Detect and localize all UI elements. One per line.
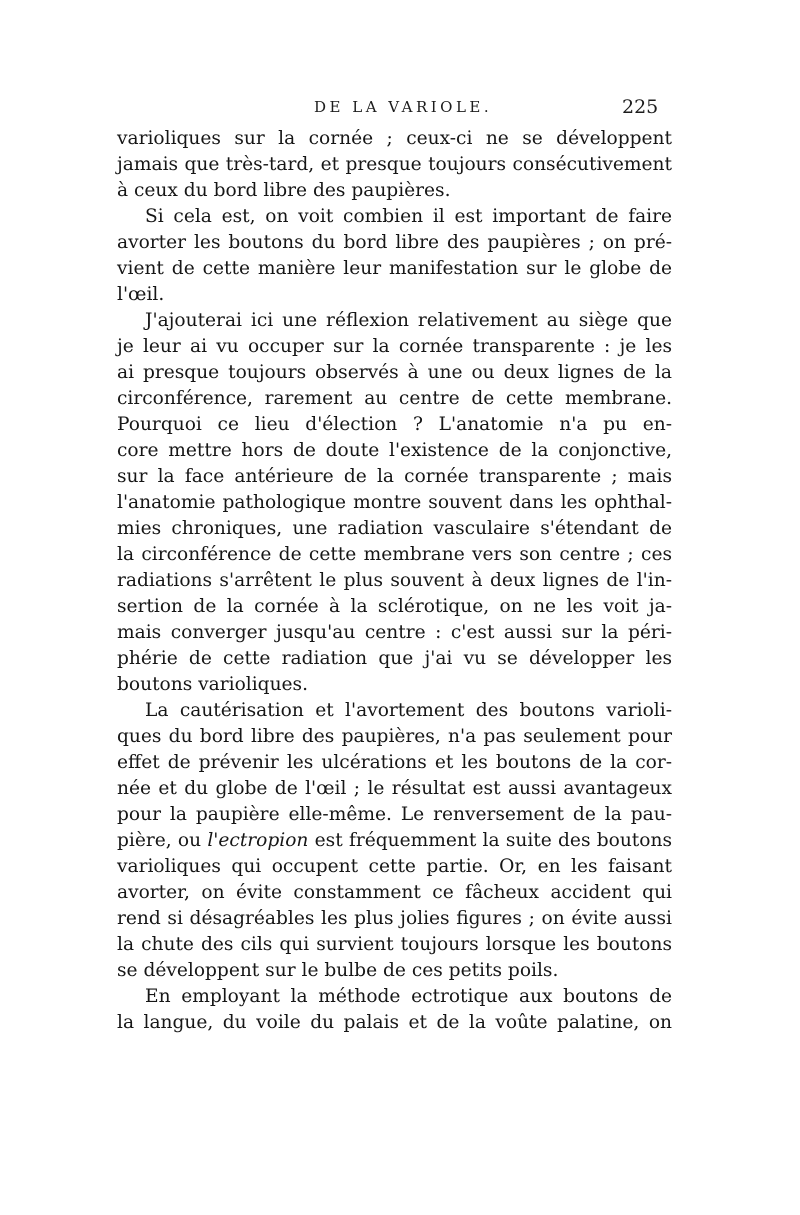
text-line: vient de cette manière leur manifestation sur le globe de <box>117 258 672 279</box>
text-line: mies chroniques, une radiation vasculaire s'étendant de <box>117 518 672 539</box>
text-line: J'ajouterai ici une réflexion relativement au siège que <box>145 310 672 331</box>
text-line: varioliques sur la cornée ; ceux-ci ne se développent <box>117 128 672 149</box>
text-line: Pourquoi ce lieu d'élection ? L'anatomie n'a pu en- <box>117 414 672 435</box>
text-line: boutons varioliques. <box>117 674 309 695</box>
text-line: pour la paupière elle-même. Le renversement de la pau- <box>117 804 672 825</box>
page-number: 225 <box>622 96 659 118</box>
text-line: avorter, on évite constamment ce fâcheux accident qui <box>117 882 672 903</box>
text-line: la langue, du voile du palais et de la voûte palatine, on <box>117 1012 672 1033</box>
text-line: circonférence, rarement au centre de cette membrane. <box>117 388 672 409</box>
italic-term: l'ectropion <box>207 830 309 851</box>
text-line: ques du bord libre des paupières, n'a pas seulement pour <box>117 726 672 747</box>
text-line: radiations s'arrêtent le plus souvent à deux lignes de l'in- <box>117 570 672 591</box>
text-line: avorter les boutons du bord libre des paupières ; on pré- <box>117 232 672 253</box>
text-segment: est fréquemment la suite des boutons <box>314 830 672 851</box>
running-head: DE LA VARIOLE. <box>314 98 493 116</box>
text-line: se développent sur le bulbe de ces petits poils. <box>117 960 559 981</box>
text-line: la circonférence de cette membrane vers son centre ; ces <box>117 544 672 565</box>
text-line: l'anatomie pathologique montre souvent dans les ophthal- <box>117 492 672 513</box>
text-line: sur la face antérieure de la cornée transparente ; mais <box>117 466 672 487</box>
text-segment: pière, ou <box>117 830 202 851</box>
text-line: je leur ai vu occuper sur la cornée transparente : je les <box>117 336 672 357</box>
page-header <box>0 98 800 128</box>
text-line: phérie de cette radiation que j'ai vu se développer les <box>117 648 672 669</box>
text-line: rend si désagréables les plus jolies figures ; on évite aussi <box>117 908 672 929</box>
text-line: la chute des cils qui survient toujours lorsque les boutons <box>117 934 672 955</box>
text-line: née et du globe de l'œil ; le résultat est aussi avantageux <box>117 778 672 799</box>
text-line: varioliques qui occupent cette partie. Or, en les faisant <box>117 856 672 877</box>
text-line: effet de prévenir les ulcérations et les boutons de la cor- <box>117 752 672 773</box>
text-line: jamais que très-tard, et presque toujours consécutivement <box>117 154 672 175</box>
text-line: mais converger jusqu'au centre : c'est aussi sur la péri- <box>117 622 672 643</box>
text-line: Si cela est, on voit combien il est important de faire <box>145 206 672 227</box>
text-line: sertion de la cornée à la sclérotique, on ne les voit ja- <box>117 596 672 617</box>
text-line: ai presque toujours observés à une ou deux lignes de la <box>117 362 672 383</box>
text-line: En employant la méthode ectrotique aux boutons de <box>145 986 672 1007</box>
body-text <box>117 126 672 1036</box>
text-line: La cautérisation et l'avortement des boutons varioli- <box>145 700 672 721</box>
text-line-with-italic <box>117 828 672 854</box>
text-line: core mettre hors de doute l'existence de la conjonctive, <box>117 440 672 461</box>
text-line: à ceux du bord libre des paupières. <box>117 180 451 201</box>
text-line: l'œil. <box>117 284 165 305</box>
